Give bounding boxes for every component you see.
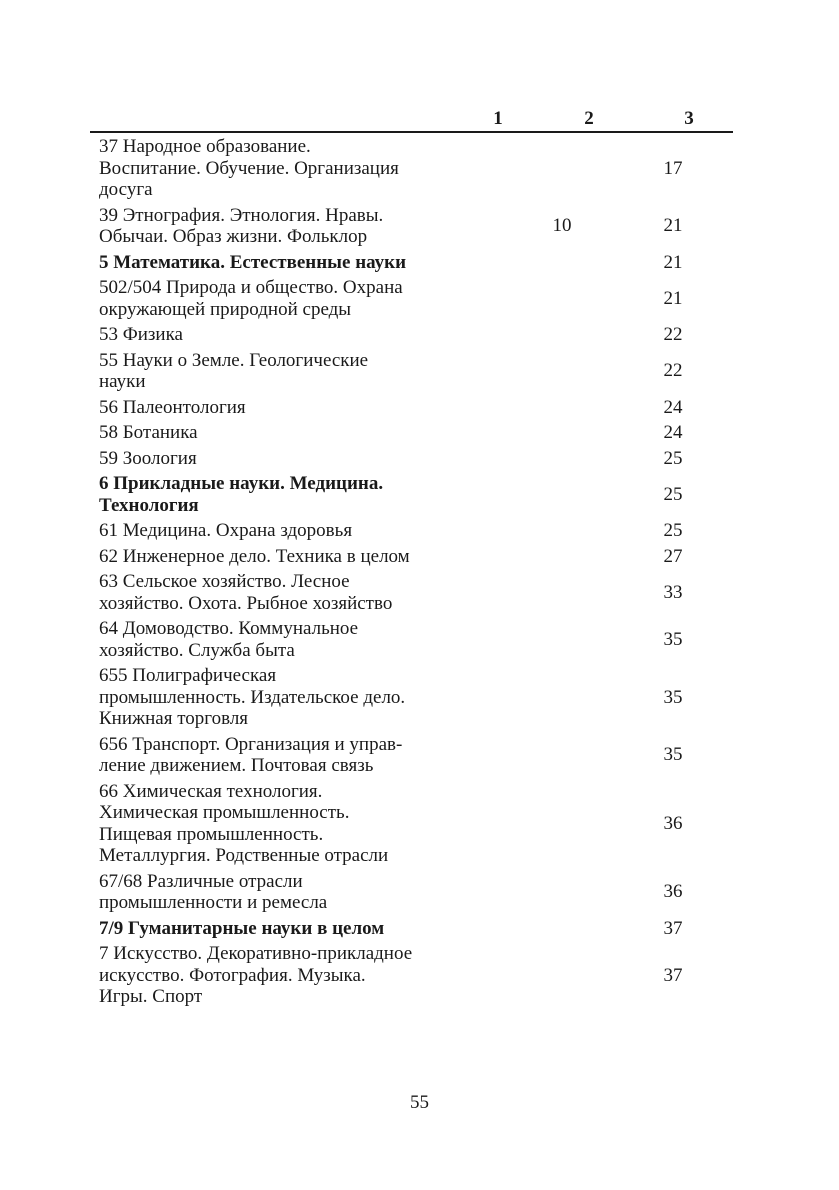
row-title-line: Воспитание. Обучение. Организация <box>99 157 399 179</box>
table-row <box>99 734 733 777</box>
column-3-header: 3 <box>684 108 694 129</box>
row-title-line: 61 Медицина. Охрана здоровья <box>99 520 353 541</box>
page-number: 55 <box>410 1092 429 1113</box>
row-title <box>99 665 477 730</box>
row-title-line: 655 Полиграфическая <box>99 665 277 686</box>
table-row <box>99 520 733 542</box>
table-row <box>99 350 733 393</box>
column-3-cell: 35 <box>663 686 683 708</box>
table-row <box>99 546 733 568</box>
table-row <box>99 781 733 867</box>
row-title <box>99 943 477 1008</box>
table-row <box>99 205 733 248</box>
column-3-cell: 22 <box>663 360 683 382</box>
row-title-line: Химическая промышленность. <box>99 802 350 823</box>
column-3-cell: 21 <box>663 251 683 273</box>
table-header <box>90 108 733 132</box>
row-title-line: окружающей природной среды <box>99 298 352 320</box>
row-title-line: промышленности и ремесла <box>99 892 328 913</box>
table-row <box>99 618 733 661</box>
column-3-cell: 35 <box>663 744 683 766</box>
row-title-line: 63 Сельское хозяйство. Лесное <box>99 571 350 592</box>
row-title-line: Игры. Спорт <box>99 986 203 1007</box>
row-title <box>99 871 477 914</box>
row-title <box>99 734 477 777</box>
column-3-cell: 35 <box>663 628 683 650</box>
row-title-line: Обычаи. Образ жизни. Фольклор <box>99 226 368 247</box>
header-rule <box>90 131 733 133</box>
row-title <box>99 350 477 393</box>
table-row <box>99 665 733 730</box>
table-row <box>99 943 733 1008</box>
column-3-cell: 21 <box>663 215 683 237</box>
column-3-cell: 27 <box>663 545 683 567</box>
row-title-line: Технология <box>99 494 199 516</box>
column-3-cell: 25 <box>663 483 683 505</box>
table-row <box>99 277 733 320</box>
row-title-line: 58 Ботаника <box>99 422 198 443</box>
column-1-header: 1 <box>493 108 503 129</box>
row-title <box>99 136 477 201</box>
row-title <box>99 277 477 320</box>
row-title-line: 56 Палеонтология <box>99 396 246 418</box>
table-body <box>99 136 733 1012</box>
column-2-cell: 10 <box>552 215 572 237</box>
row-title-line: 7/9 Гуманитарные науки в целом <box>99 917 385 939</box>
table-row <box>99 473 733 516</box>
row-title <box>99 571 477 614</box>
row-title-line: 6 Прикладные науки. Медицина. <box>99 473 384 494</box>
row-title-line: 502/504 Природа и общество. Охрана <box>99 277 403 298</box>
row-title <box>99 252 477 274</box>
table-row <box>99 252 733 274</box>
table-row <box>99 871 733 914</box>
row-title-line: 5 Математика. Естественные науки <box>99 251 407 273</box>
table-row <box>99 571 733 614</box>
row-title-line: науки <box>99 371 146 392</box>
row-title-line: досуга <box>99 179 153 200</box>
row-title <box>99 448 477 470</box>
row-title-line: 67/68 Различные отрасли <box>99 870 303 892</box>
row-title-line: Книжная торговля <box>99 708 249 729</box>
column-2-header: 2 <box>584 108 594 129</box>
row-title-line: искусство. Фотография. Музыка. <box>99 964 366 986</box>
row-title-line: хозяйство. Охота. Рыбное хозяйство <box>99 592 393 614</box>
column-3-cell: 36 <box>663 812 683 834</box>
row-title-line: 59 Зоология <box>99 447 197 469</box>
row-title-line: 64 Домоводство. Коммунальное <box>99 618 359 639</box>
row-title-line: хозяйство. Служба быта <box>99 639 295 661</box>
row-title <box>99 205 477 248</box>
column-3-cell: 17 <box>663 157 683 179</box>
column-3-cell: 37 <box>663 917 683 939</box>
table-row <box>99 324 733 346</box>
row-title-line: промышленность. Издательское дело. <box>99 686 406 708</box>
column-3-cell: 24 <box>663 422 683 443</box>
row-title <box>99 422 477 444</box>
table-row <box>99 397 733 419</box>
table-row <box>99 918 733 940</box>
row-title <box>99 324 477 346</box>
row-title <box>99 520 477 542</box>
column-3-cell: 24 <box>663 396 683 418</box>
table-row <box>99 422 733 444</box>
column-3-cell: 33 <box>663 581 683 603</box>
row-title <box>99 546 477 568</box>
table-row <box>99 448 733 470</box>
row-title-line: 7 Искусство. Декоративно-прикладное <box>99 943 413 964</box>
row-title <box>99 918 477 940</box>
column-3-cell: 25 <box>663 520 683 541</box>
row-title-line: Пищевая промышленность. <box>99 823 324 845</box>
row-title-line: 656 Транспорт. Организация и управ- <box>99 733 403 755</box>
row-title <box>99 781 477 867</box>
row-title-line: 53 Физика <box>99 324 183 345</box>
column-3-cell: 25 <box>663 447 683 469</box>
row-title-line: 62 Инженерное дело. Техника в целом <box>99 545 410 567</box>
column-3-cell: 36 <box>663 881 683 903</box>
row-title <box>99 618 477 661</box>
row-title-line: Металлургия. Родственные отрасли <box>99 845 389 866</box>
column-3-cell: 22 <box>663 324 683 345</box>
row-title <box>99 473 477 516</box>
row-title-line: ление движением. Почтовая связь <box>99 755 374 776</box>
row-title-line: 39 Этнография. Этнология. Нравы. <box>99 204 384 226</box>
column-3-cell: 37 <box>663 964 683 986</box>
table-row <box>99 136 733 201</box>
row-title <box>99 397 477 419</box>
row-title-line: 66 Химическая технология. <box>99 780 323 802</box>
row-title-line: 37 Народное образование. <box>99 136 311 157</box>
row-title-line: 55 Науки о Земле. Геологические <box>99 349 369 371</box>
column-3-cell: 21 <box>663 287 683 309</box>
